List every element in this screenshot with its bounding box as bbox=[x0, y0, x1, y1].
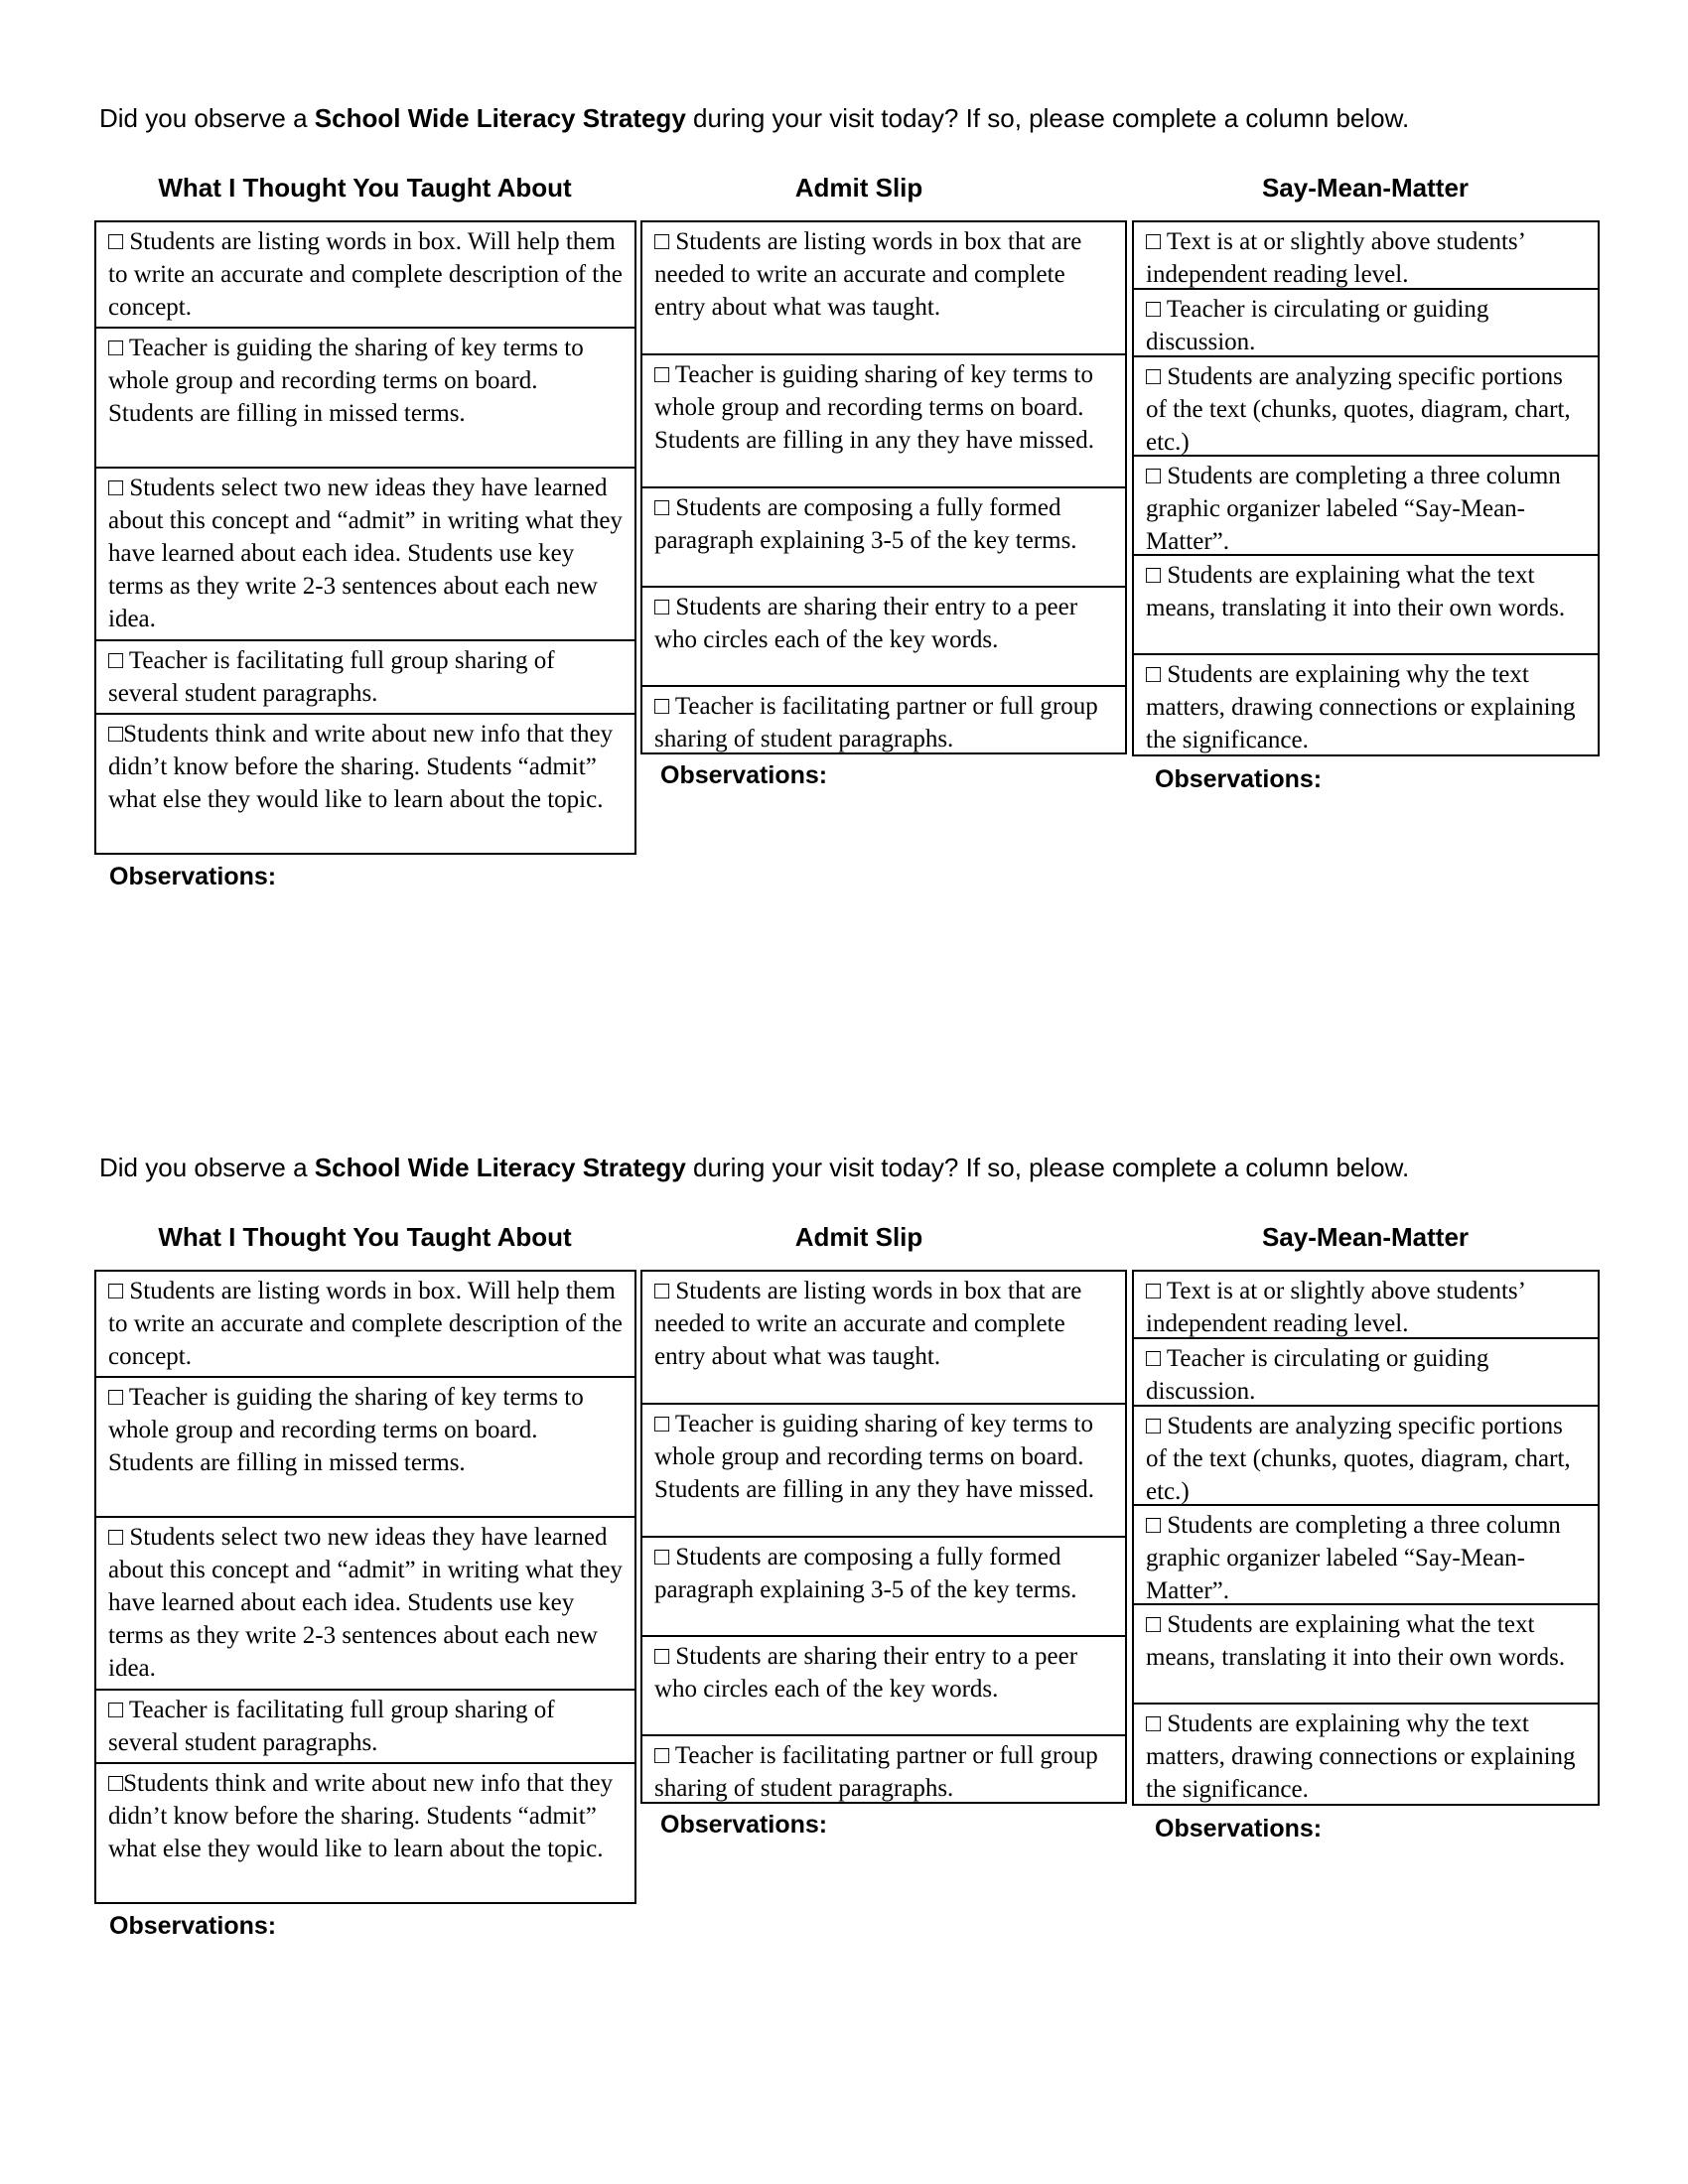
checklist-item[interactable]: □ Students are sharing their entry to a peer who circles each of the key words. bbox=[642, 1637, 1125, 1736]
column-title-say-mean-matter: Say-Mean-Matter bbox=[1261, 1222, 1470, 1252]
checklist-item[interactable]: □ Students are explaining what the text means, translating it into their own words. bbox=[1134, 556, 1598, 655]
checklist-item[interactable]: □ Teacher is facilitating partner or full group sharing of student paragraphs. bbox=[642, 687, 1125, 754]
checklist-say-mean-matter bbox=[1132, 220, 1600, 756]
intro-question bbox=[99, 99, 1409, 137]
checklist-item[interactable]: □ Teacher is guiding sharing of key terms to whole group and recording terms on board. Students are filling in any they have missed. bbox=[642, 1405, 1125, 1538]
column-title-what-i-thought: What I Thought You Taught About bbox=[158, 1222, 572, 1252]
form-section-1 bbox=[0, 99, 1688, 993]
checklist-item[interactable]: □ Students are completing a three column graphic organizer labeled “Say-Mean-Matter”. bbox=[1134, 1506, 1598, 1605]
column-title-admit-slip: Admit Slip bbox=[794, 173, 923, 203]
intro-text-start: Did you observe a bbox=[99, 103, 315, 133]
checklist-item[interactable]: □ Students are composing a fully formed paragraph explaining 3-5 of the key terms. bbox=[642, 1538, 1125, 1637]
checklist-item[interactable]: □ Students select two new ideas they have learned about this concept and “admit” in writing what they have learned about each idea. Students use key terms as they write 2-3 sentences about each new idea. bbox=[96, 1518, 634, 1691]
intro-question bbox=[99, 1149, 1409, 1186]
checklist-item[interactable]: □ Students are sharing their entry to a peer who circles each of the key words. bbox=[642, 588, 1125, 687]
observations-label: Observations: bbox=[109, 1912, 277, 1940]
checklist-item[interactable]: □ Teacher is facilitating full group sharing of several student paragraphs. bbox=[96, 641, 634, 715]
intro-strategy-name: School Wide Literacy Strategy bbox=[314, 103, 686, 133]
observations-label: Observations: bbox=[1155, 765, 1323, 793]
observations-label: Observations: bbox=[660, 761, 828, 789]
checklist-item[interactable]: □ Teacher is guiding sharing of key terms to whole group and recording terms on board. Students are filling in any they have missed. bbox=[642, 355, 1125, 488]
form-section-2 bbox=[0, 1149, 1688, 2042]
checklist-admit-slip bbox=[640, 220, 1127, 754]
checklist-item[interactable]: □Students think and write about new info that they didn’t know before the sharing. Students “admit” what else they would like to learn about the topic. bbox=[96, 1764, 634, 1904]
checklist-item[interactable]: □ Students are analyzing specific portions of the text (chunks, quotes, diagram, chart, etc.) bbox=[1134, 1407, 1598, 1506]
checklist-item[interactable]: □ Students are composing a fully formed paragraph explaining 3-5 of the key terms. bbox=[642, 488, 1125, 588]
checklist-item[interactable]: □ Teacher is circulating or guiding discussion. bbox=[1134, 290, 1598, 357]
checklist-item[interactable]: □ Students are listing words in box. Will help them to write an accurate and complete description of the concept. bbox=[96, 222, 634, 329]
observations-label: Observations: bbox=[660, 1811, 828, 1839]
checklist-item[interactable]: □ Teacher is facilitating partner or full group sharing of student paragraphs. bbox=[642, 1736, 1125, 1804]
checklist-item[interactable]: □ Students are listing words in box that are needed to write an accurate and complete entry about what was taught. bbox=[642, 222, 1125, 355]
checklist-item[interactable]: □ Text is at or slightly above students’ independent reading level. bbox=[1134, 1272, 1598, 1339]
checklist-item[interactable]: □ Students are explaining why the text matters, drawing connections or explaining the significance. bbox=[1134, 655, 1598, 756]
checklist-item[interactable]: □ Students are completing a three column graphic organizer labeled “Say-Mean-Matter”. bbox=[1134, 457, 1598, 556]
checklist-item[interactable]: □ Teacher is guiding the sharing of key terms to whole group and recording terms on board. Students are filling in missed terms. bbox=[96, 1378, 634, 1518]
checklist-item[interactable]: □ Teacher is facilitating full group sharing of several student paragraphs. bbox=[96, 1691, 634, 1764]
checklist-item[interactable]: □ Students are analyzing specific portions of the text (chunks, quotes, diagram, chart, etc.) bbox=[1134, 357, 1598, 457]
checklist-admit-slip bbox=[640, 1270, 1127, 1804]
checklist-item[interactable]: □ Students are explaining why the text matters, drawing connections or explaining the significance. bbox=[1134, 1705, 1598, 1806]
checklist-item[interactable]: □ Students are listing words in box. Will help them to write an accurate and complete description of the concept. bbox=[96, 1272, 634, 1378]
observations-label: Observations: bbox=[109, 863, 277, 890]
checklist-item[interactable]: □ Students select two new ideas they have learned about this concept and “admit” in writing what they have learned about each idea. Students use key terms as they write 2-3 sentences about each new idea. bbox=[96, 469, 634, 641]
checklist-what-i-thought bbox=[94, 220, 636, 855]
checklist-item[interactable]: □ Students are explaining what the text means, translating it into their own words. bbox=[1134, 1605, 1598, 1705]
checklist-item[interactable]: □ Teacher is circulating or guiding discussion. bbox=[1134, 1339, 1598, 1407]
checklist-say-mean-matter bbox=[1132, 1270, 1600, 1806]
checklist-item[interactable]: □ Teacher is guiding the sharing of key terms to whole group and recording terms on board. Students are filling in missed terms. bbox=[96, 329, 634, 469]
checklist-what-i-thought bbox=[94, 1270, 636, 1904]
column-title-admit-slip: Admit Slip bbox=[794, 1222, 923, 1252]
intro-text-end: during your visit today? If so, please complete a column below. bbox=[685, 103, 1410, 133]
checklist-item[interactable]: □ Text is at or slightly above students’ independent reading level. bbox=[1134, 222, 1598, 290]
intro-text-end: during your visit today? If so, please complete a column below. bbox=[685, 1153, 1410, 1182]
observations-label: Observations: bbox=[1155, 1815, 1323, 1843]
column-title-say-mean-matter: Say-Mean-Matter bbox=[1261, 173, 1470, 203]
intro-strategy-name: School Wide Literacy Strategy bbox=[314, 1153, 686, 1182]
column-title-what-i-thought: What I Thought You Taught About bbox=[158, 173, 572, 203]
intro-text-start: Did you observe a bbox=[99, 1153, 315, 1182]
checklist-item[interactable]: □Students think and write about new info that they didn’t know before the sharing. Students “admit” what else they would like to learn about the topic. bbox=[96, 715, 634, 855]
checklist-item[interactable]: □ Students are listing words in box that are needed to write an accurate and complete entry about what was taught. bbox=[642, 1272, 1125, 1405]
